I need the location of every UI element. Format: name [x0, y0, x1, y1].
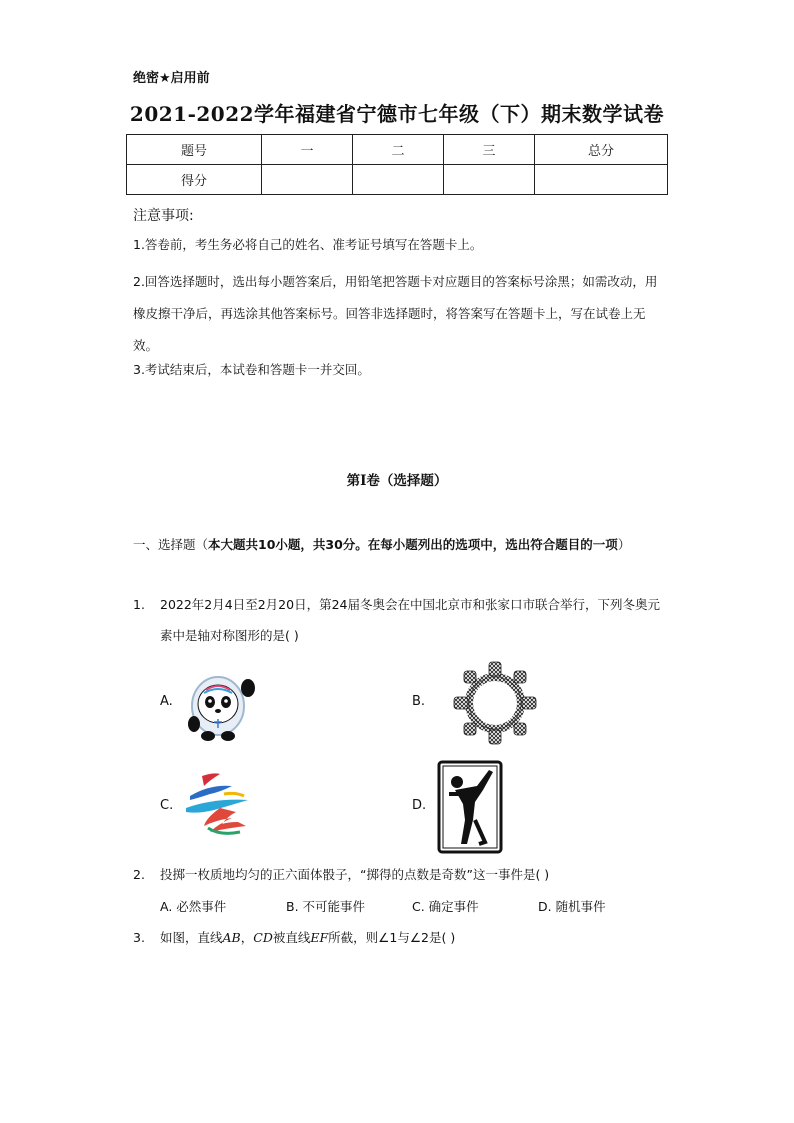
- section-title: 第I卷（选择题）: [346, 473, 448, 489]
- skater-pictogram-icon: [437, 760, 503, 858]
- question-number: 1.: [133, 597, 145, 612]
- score-table-row: [127, 165, 668, 195]
- score-table: [126, 134, 668, 195]
- option-label-d[interactable]: D.: [412, 798, 427, 813]
- score-cell[interactable]: [535, 165, 668, 195]
- option-label-b[interactable]: B.: [412, 694, 426, 709]
- score-header-cell: 二: [353, 135, 444, 165]
- score-cell[interactable]: [444, 165, 535, 195]
- note-item: 1.答卷前，考生务必将自己的姓名、准考证号填写在答题卡上。: [133, 237, 483, 252]
- choice-a[interactable]: A. 必然事件: [160, 899, 227, 914]
- ribbon-emblem-icon: [180, 770, 254, 844]
- snowflake-knot-icon: [452, 660, 538, 750]
- choice-b[interactable]: B. 不可能事件: [286, 899, 366, 914]
- score-header-cell: 总分: [535, 135, 668, 165]
- part-prefix: 一、选择题（: [133, 537, 209, 552]
- note-item: 2.回答选择题时，选出每小题答案后，用铅笔把答题卡对应题目的答案标号涂黑；如需改动，用橡皮擦干净后，再选涂其他答案标号。回答非选择题时，将答案写在答题卡上，写在试卷上无效。: [133, 274, 658, 353]
- part-suffix: ）: [617, 537, 631, 552]
- q3-text-part: ，: [240, 930, 254, 945]
- question-number: 3.: [133, 930, 145, 945]
- q3-text-part: 所截，则∠1与∠2是( ): [328, 930, 456, 945]
- option-label-a[interactable]: A.: [160, 694, 173, 709]
- score-cell[interactable]: [353, 165, 444, 195]
- part-instructions: [133, 530, 668, 560]
- score-header-cell: 题号: [127, 135, 262, 165]
- panda-mascot-icon: [186, 666, 262, 746]
- line-ef-label: EF: [310, 930, 329, 945]
- choice-d[interactable]: D. 随机事件: [538, 899, 606, 914]
- question-number: 2.: [133, 867, 145, 882]
- question-text: 2022年2月4日至2月20日，第24届冬奥会在中国北京市和张家口市联合举行，下列冬奥元素中是轴对称图形的是( ): [160, 597, 660, 643]
- q3-text-part: 如图，直线: [160, 930, 223, 945]
- secret-label: 绝密★启用前: [133, 71, 210, 86]
- exam-title: 2021-2022学年福建省宁德市七年级（下）期末数学试卷: [129, 102, 665, 126]
- part-bold: 本大题共10小题，共30分。在每小题列出的选项中，选出符合题目的一项: [208, 537, 618, 552]
- option-label-c[interactable]: C.: [160, 798, 174, 813]
- line-ab-label: AB: [222, 930, 241, 945]
- question-text: [160, 922, 670, 953]
- choice-c[interactable]: C. 确定事件: [412, 899, 479, 914]
- line-cd-label: CD: [253, 930, 273, 945]
- question-text: 投掷一枚质地均匀的正六面体骰子，“掷得的点数是奇数”这一事件是( ): [160, 867, 550, 882]
- q3-text-part: 被直线: [272, 930, 311, 945]
- score-row-label: 得分: [127, 165, 262, 195]
- score-header-cell: 三: [444, 135, 535, 165]
- note-item: 3.考试结束后，本试卷和答题卡一并交回。: [133, 362, 370, 377]
- score-header-cell: 一: [262, 135, 353, 165]
- score-table-header-row: [127, 135, 668, 165]
- score-cell[interactable]: [262, 165, 353, 195]
- notes-title: 注意事项:: [133, 208, 194, 224]
